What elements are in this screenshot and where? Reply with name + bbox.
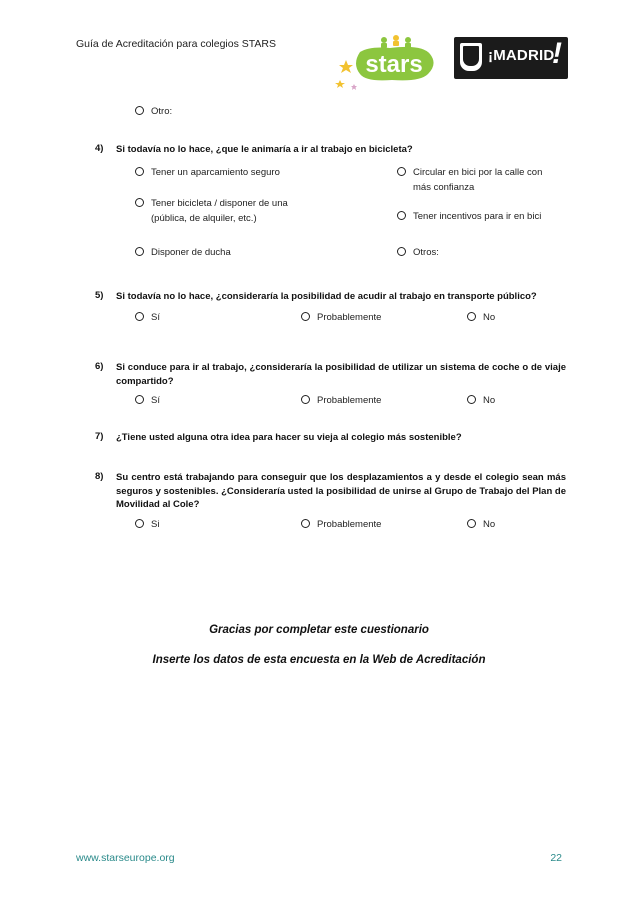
option-label: No bbox=[483, 395, 496, 406]
question-number: 7) bbox=[95, 431, 104, 442]
option-label: Sí bbox=[151, 395, 160, 406]
question-text-line: Su centro está trabajando para conseguir que los desplazamientos a y desde el colegio sean más bbox=[116, 472, 566, 483]
option-aparcamiento[interactable] bbox=[135, 166, 280, 179]
thanks-message: Gracias por completar este cuestionario bbox=[209, 624, 429, 636]
radio-icon[interactable] bbox=[467, 519, 476, 528]
option-no[interactable] bbox=[467, 394, 495, 407]
madrid-logo bbox=[454, 37, 568, 79]
option-label-continuation: más confianza bbox=[413, 182, 475, 193]
option-label: Probablemente bbox=[317, 312, 382, 323]
radio-icon[interactable] bbox=[397, 211, 406, 220]
option-no[interactable] bbox=[467, 311, 495, 324]
stars-logo bbox=[330, 30, 440, 100]
option-label: Sí bbox=[151, 312, 160, 323]
radio-icon[interactable] bbox=[397, 247, 406, 256]
radio-icon[interactable] bbox=[467, 312, 476, 321]
option-label: Tener bicicleta / disponer de una bbox=[151, 198, 288, 209]
question-text-line: seguros y sostenibles. ¿Consideraría usted la posibilidad de unirse al Grupo de Trabajo del Plan de bbox=[116, 485, 566, 497]
option-probablemente[interactable] bbox=[301, 311, 381, 324]
radio-icon[interactable] bbox=[301, 519, 310, 528]
option-si[interactable] bbox=[135, 311, 160, 324]
page-number: 22 bbox=[550, 852, 562, 864]
option-label-continuation: (pública, de alquiler, etc.) bbox=[151, 213, 257, 224]
question-text: Si todavía no lo hace, ¿que le animaría a ir al trabajo en bicicleta? bbox=[116, 144, 413, 155]
option-tener-bicicleta[interactable] bbox=[135, 197, 288, 210]
question-text: ¿Tiene usted alguna otra idea para hacer su vieja al colegio más sostenible? bbox=[116, 432, 462, 443]
footer-url[interactable]: www.starseurope.org bbox=[76, 852, 175, 864]
question-text-line: Movilidad al Cole? bbox=[116, 499, 200, 510]
option-label: Si bbox=[151, 519, 160, 530]
option-probablemente[interactable] bbox=[301, 394, 381, 407]
madrid-logo-text: ¡MADRID bbox=[488, 47, 555, 64]
radio-icon[interactable] bbox=[135, 198, 144, 207]
option-probablemente[interactable] bbox=[301, 518, 381, 531]
option-label: Otros: bbox=[413, 247, 439, 258]
star-icon bbox=[351, 84, 357, 90]
option-label: Otro: bbox=[151, 106, 173, 117]
radio-icon[interactable] bbox=[397, 167, 406, 176]
option-otros[interactable] bbox=[397, 246, 439, 259]
radio-icon[interactable] bbox=[135, 247, 144, 256]
radio-icon[interactable] bbox=[135, 519, 144, 528]
option-si[interactable] bbox=[135, 518, 159, 531]
option-ducha[interactable] bbox=[135, 246, 231, 259]
question-text bbox=[116, 361, 566, 388]
option-label: Circular en bici por la calle con bbox=[413, 167, 543, 178]
question-text: Si todavía no lo hace, ¿consideraría la posibilidad de acudir al trabajo en transporte público? bbox=[116, 291, 537, 302]
question-text bbox=[116, 471, 566, 512]
question-number: 4) bbox=[95, 143, 104, 154]
question-text-line: Si conduce para ir al trabajo, ¿consideraría la posibilidad de utilizar un sistema de coche o de viaje bbox=[116, 362, 566, 373]
option-otro[interactable] bbox=[135, 105, 172, 118]
stars-logo-text: stars bbox=[365, 51, 423, 78]
madrid-logo-exclamation: ! bbox=[552, 37, 562, 70]
option-incentivos[interactable] bbox=[397, 210, 541, 223]
question-number: 5) bbox=[95, 290, 104, 301]
radio-icon[interactable] bbox=[301, 395, 310, 404]
option-label: No bbox=[483, 312, 496, 323]
radio-icon[interactable] bbox=[467, 395, 476, 404]
question-number: 6) bbox=[95, 361, 104, 372]
radio-icon[interactable] bbox=[135, 312, 144, 321]
option-label: Disponer de ducha bbox=[151, 247, 231, 258]
question-number: 8) bbox=[95, 471, 104, 482]
option-label: Tener un aparcamiento seguro bbox=[151, 167, 280, 178]
option-no[interactable] bbox=[467, 518, 495, 531]
radio-icon[interactable] bbox=[135, 395, 144, 404]
madrid-shield-icon bbox=[460, 43, 482, 71]
option-circular[interactable] bbox=[397, 166, 567, 179]
radio-icon[interactable] bbox=[135, 167, 144, 176]
closing-instruction: Inserte los datos de esta encuesta en la Web de Acreditación bbox=[152, 654, 486, 666]
option-label: No bbox=[483, 519, 496, 530]
question-text-line: compartido? bbox=[116, 375, 174, 387]
option-label: Probablemente bbox=[317, 395, 382, 406]
header-title: Guía de Acreditación para colegios STARS bbox=[76, 38, 276, 50]
radio-icon[interactable] bbox=[135, 106, 144, 115]
option-label: Probablemente bbox=[317, 519, 382, 530]
star-icon bbox=[339, 60, 353, 73]
option-si[interactable] bbox=[135, 394, 160, 407]
star-icon bbox=[335, 80, 345, 88]
radio-icon[interactable] bbox=[301, 312, 310, 321]
option-label: Tener incentivos para ir en bici bbox=[413, 211, 542, 222]
